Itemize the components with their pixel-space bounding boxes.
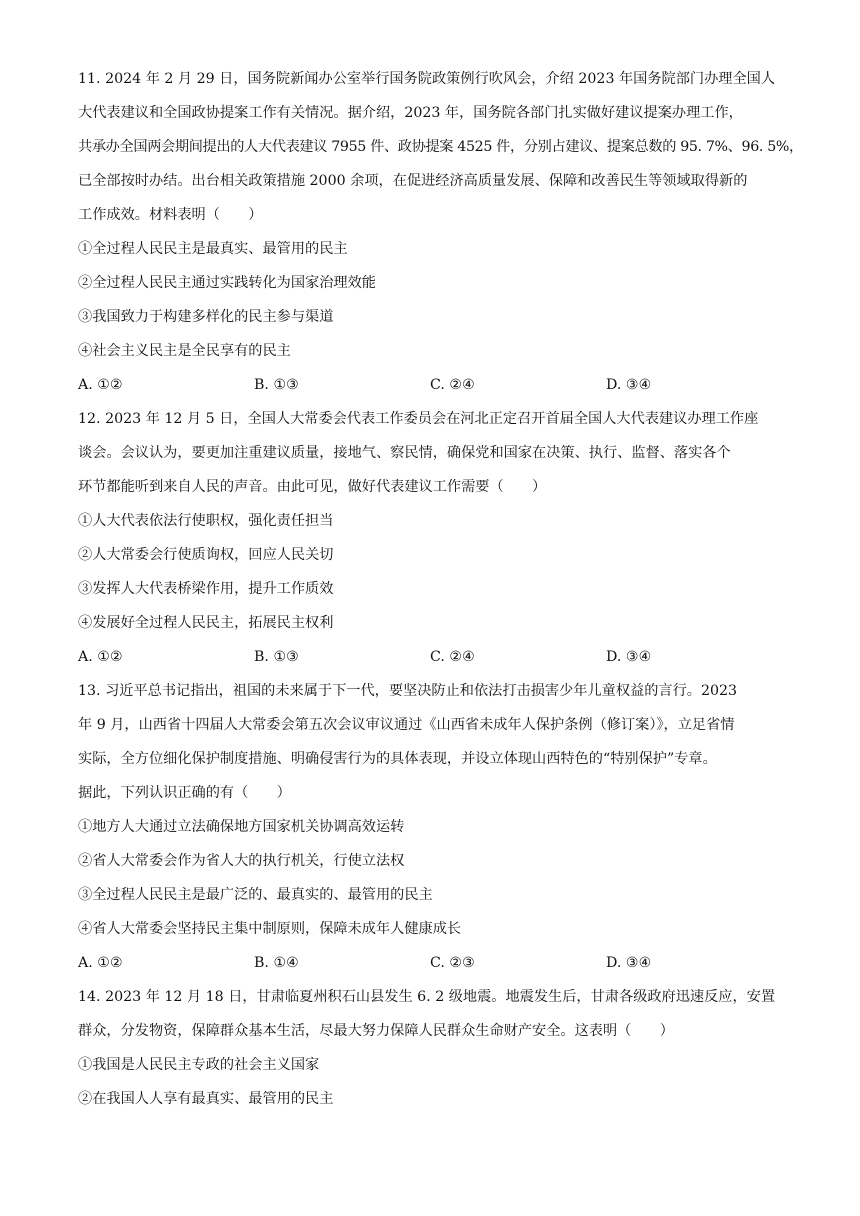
statement-1: ①我国是人民民主专政的社会主义国家 [78,1057,320,1073]
question-stem-line: 群众，分发物资，保障群众基本生活，尽最大努力保障人民群众生命财产安全。这表明（ ） [78,1023,674,1039]
option-d[interactable]: D. ③④ [606,649,652,665]
option-c[interactable]: C. ②④ [430,649,475,665]
question-stem-line: 实际，全方位细化保护制度措施、明确侵害行为的具体表现，并设立体现山西特色的“特别保护”专章。 [78,751,717,767]
statement-2: ②人大常委会行使质询权，回应人民关切 [78,547,334,563]
statement-3: ③全过程人民民主是最广泛的、最真实的、最管用的民主 [78,887,433,903]
answer-options [78,640,782,674]
statement-4: ④社会主义民主是全民享有的民主 [78,343,291,359]
question-13 [78,674,782,980]
statement-2: ②省人大常委会作为省人大的执行机关，行使立法权 [78,853,405,869]
question-12 [78,402,782,674]
option-a[interactable]: A. ①② [78,955,123,971]
statement-3: ③我国致力于构建多样化的民主参与渠道 [78,309,334,325]
statement-2: ②全过程人民民主通过实践转化为国家治理效能 [78,275,376,291]
exam-page [78,62,803,1116]
statement-1: ①全过程人民民主是最真实、最管用的民主 [78,241,348,257]
option-a[interactable]: A. ①② [78,649,123,665]
statement-4: ④省人大常委会坚持民主集中制原则，保障未成年人健康成长 [78,921,462,937]
option-b[interactable]: B. ①④ [254,955,299,971]
question-stem-line: 共承办全国两会期间提出的人大代表建议 7955 件、政协提案 4525 件，分别占建议、提案总数的 95. 7%、96. 5%， [78,139,803,155]
question-stem-line: 谈会。会议认为，要更加注重建议质量，接地气、察民情，确保党和国家在决策、执行、监督、落实各个 [78,445,731,461]
option-a[interactable]: A. ①② [78,377,123,393]
answer-options [78,946,782,980]
question-14 [78,980,782,1116]
statement-2: ②在我国人人享有最真实、最管用的民主 [78,1091,334,1107]
question-stem-line: 据此，下列认识正确的有（ ） [78,785,291,801]
question-stem-line: 工作成效。材料表明（ ） [78,207,263,223]
option-d[interactable]: D. ③④ [606,377,652,393]
answer-options [78,368,782,402]
statement-3: ③发挥人大代表桥梁作用，提升工作质效 [78,581,334,597]
option-b[interactable]: B. ①③ [254,649,299,665]
question-stem-line: 13. 习近平总书记指出，祖国的未来属于下一代，要坚决防止和依法打击损害少年儿童权益的言行。2023 [78,683,738,699]
option-b[interactable]: B. ①③ [254,377,299,393]
option-c[interactable]: C. ②③ [430,955,475,971]
question-11 [78,62,803,402]
question-stem-line: 大代表建议和全国政协提案工作有关情况。据介绍，2023 年，国务院各部门扎实做好建议提案办理工作， [78,105,743,121]
option-d[interactable]: D. ③④ [606,955,652,971]
question-stem-line: 环节都能听到来自人民的声音。由此可见，做好代表建议工作需要（ ） [78,479,547,495]
option-c[interactable]: C. ②④ [430,377,475,393]
question-stem-line: 14. 2023 年 12 月 18 日，甘肃临夏州积石山县发生 6. 2 级地震。地震发生后，甘肃各级政府迅速反应，安置 [78,989,776,1005]
statement-1: ①地方人大通过立法确保地方国家机关协调高效运转 [78,819,405,835]
question-stem-line: 年 9 月，山西省十四届人大常委会第五次会议审议通过《山西省未成年人保护条例（修订案）》，立足省情 [78,717,735,733]
question-stem-line: 已全部按时办结。出台相关政策措施 2000 余项，在促进经济高质量发展、保障和改善民生等领域取得新的 [78,173,748,189]
question-stem-line: 12. 2023 年 12 月 5 日，全国人大常委会代表工作委员会在河北正定召开首届全国人大代表建议办理工作座 [78,411,759,427]
statement-4: ④发展好全过程人民民主，拓展民主权利 [78,615,334,631]
statement-1: ①人大代表依法行使职权，强化责任担当 [78,513,334,529]
question-stem-line: 11. 2024 年 2 月 29 日，国务院新闻办公室举行国务院政策例行吹风会，介绍 2023 年国务院部门办理全国人 [78,71,776,87]
